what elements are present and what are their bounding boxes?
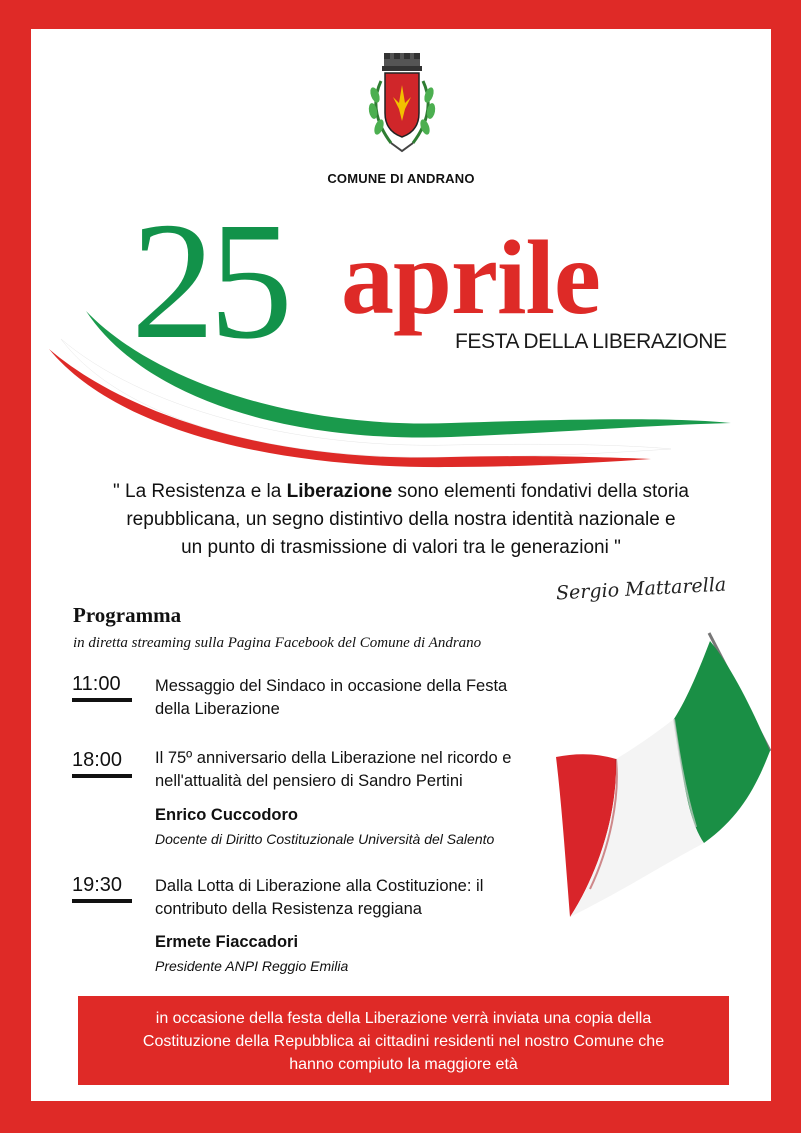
italian-flag-icon (556, 627, 771, 927)
quote-line-3: un punto di trasmissione di valori tra le generazioni " (181, 537, 621, 558)
programme-subtitle: in diretta streaming sulla Pagina Facebook del Comune di Andrano (73, 635, 482, 651)
banner-line: hanno compiuto la maggiore età (289, 1056, 518, 1073)
quote-block (71, 478, 731, 562)
event-line: nell'attualità del pensiero di Sandro Pertini (155, 772, 463, 790)
event-speaker: Enrico Cuccodoro (155, 806, 299, 824)
event-description (155, 675, 575, 721)
event-speaker: Ermete Fiaccadori (155, 933, 299, 951)
event-line: Messaggio del Sindaco in occasione della Festa (155, 677, 508, 695)
event-time: 11:00 (72, 673, 132, 702)
info-banner (78, 996, 729, 1085)
quote-text: sono elementi fondativi della storia (392, 481, 689, 502)
event-line: Il 75º anniversario della Liberazione nel ricordo e (155, 749, 512, 767)
event-time: 19:30 (72, 874, 132, 903)
title-subtitle: FESTA DELLA LIBERAZIONE (455, 330, 727, 353)
poster-sheet (31, 29, 771, 1101)
quote-line-1 (71, 478, 731, 506)
event-line: della Liberazione (155, 700, 280, 718)
banner-line: Costituzione della Repubblica ai cittadini residenti nel nostro Comune che (142, 1033, 665, 1050)
comune-label: COMUNE DI ANDRANO (327, 171, 475, 186)
banner-line: in occasione della festa della Liberazione verrà inviata una copia della (155, 1010, 652, 1027)
title-month: aprile (341, 219, 600, 336)
banner-text (78, 996, 729, 1076)
event-time: 18:00 (72, 749, 132, 778)
signature: Sergio Mattarella (555, 573, 727, 605)
event-speaker-role: Presidente ANPI Reggio Emilia (155, 958, 349, 974)
event-description (155, 875, 575, 921)
quote-text: " La Resistenza e la (113, 481, 287, 502)
title-day: 25 (131, 188, 287, 374)
event-line: contributo della Resistenza reggiana (155, 900, 422, 918)
event-line: Dalla Lotta di Liberazione alla Costituzione: il (155, 877, 484, 895)
coat-of-arms-icon (361, 51, 443, 159)
quote-emphasis: Liberazione (286, 481, 393, 502)
event-description (155, 747, 575, 793)
event-speaker-role: Docente di Diritto Costituzionale Università del Salento (155, 831, 495, 847)
quote-line-2: repubblicana, un segno distintivo della nostra identità nazionale e (126, 509, 676, 530)
programme-title: Programma (73, 603, 182, 627)
